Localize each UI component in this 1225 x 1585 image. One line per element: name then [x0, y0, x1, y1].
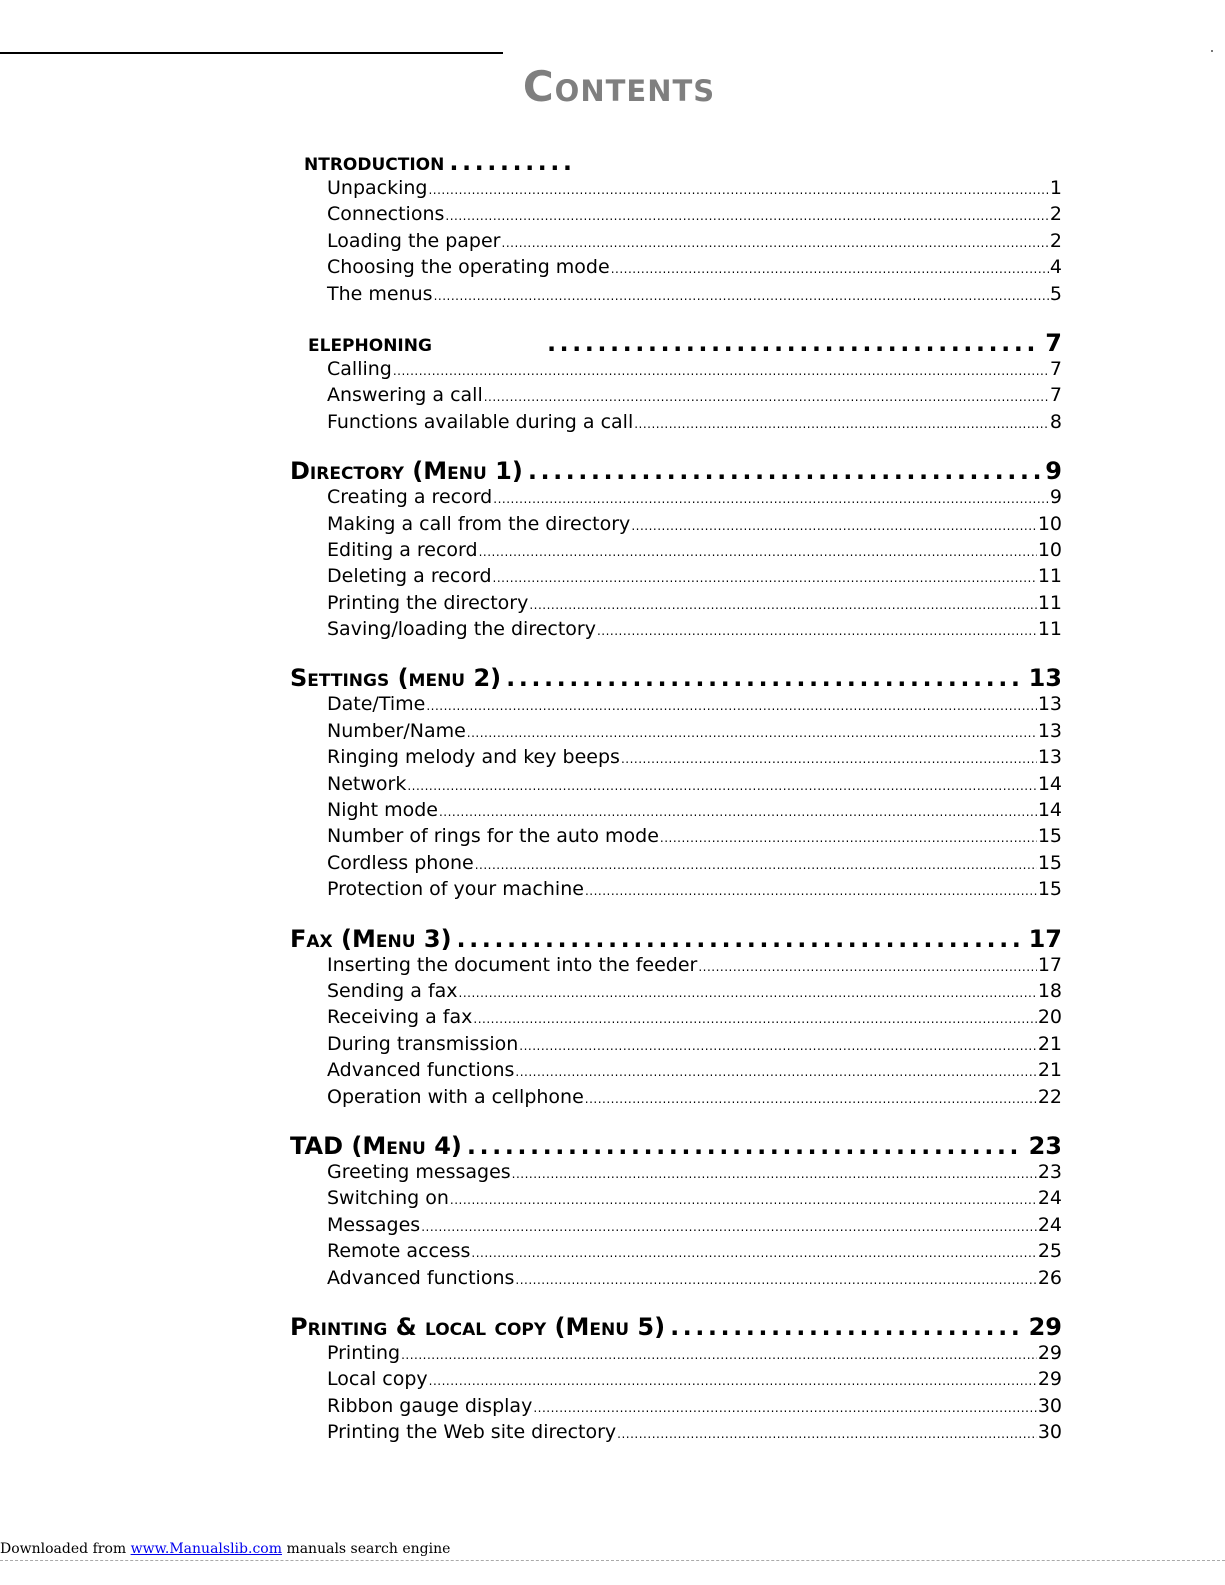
section-page-number: 7	[1045, 328, 1062, 357]
toc-section	[290, 1313, 1062, 1448]
entry-label: Ringing melody and key beeps	[327, 746, 620, 769]
dot-leader	[597, 624, 1037, 638]
toc-entry[interactable]	[327, 592, 1062, 618]
dot-leader	[449, 148, 574, 176]
toc-entry[interactable]	[327, 283, 1062, 309]
dot-leader	[479, 545, 1037, 559]
dot-leader	[439, 805, 1037, 819]
section-page-number: 23	[1028, 1131, 1062, 1160]
entry-page-number: 1	[1049, 177, 1062, 199]
top-rule	[0, 52, 503, 54]
entry-list	[327, 954, 1062, 1112]
entry-label: Cordless phone	[327, 851, 474, 874]
dot-leader	[506, 664, 1023, 692]
toc-section	[290, 925, 1062, 1132]
section-title: ntroduction	[304, 148, 445, 176]
entry-page-number: 17	[1037, 953, 1062, 976]
footer-prefix: Downloaded from	[0, 1541, 127, 1557]
section-heading[interactable]	[290, 664, 1062, 693]
toc-entry[interactable]	[327, 230, 1062, 256]
toc-entry[interactable]	[327, 693, 1062, 719]
entry-page-number: 7	[1049, 384, 1062, 407]
dot-leader	[585, 884, 1037, 898]
entry-label: Local copy	[327, 1368, 428, 1391]
dot-leader	[631, 519, 1037, 533]
entry-page-number: 23	[1037, 1160, 1062, 1183]
entry-label: Printing the directory	[327, 591, 529, 614]
entry-label: Ribbon gauge display	[327, 1394, 533, 1417]
entry-page-number: 15	[1037, 878, 1062, 901]
dot-leader	[519, 1039, 1037, 1053]
section-page-number: 17	[1028, 924, 1062, 953]
toc-entry[interactable]	[327, 177, 1062, 203]
entry-label: Number of rings for the auto mode	[327, 825, 659, 848]
toc-section	[290, 148, 1062, 329]
toc-entry[interactable]	[327, 799, 1062, 825]
dot-leader	[429, 1374, 1037, 1388]
dot-leader	[533, 1401, 1037, 1415]
section-spacer	[290, 437, 1062, 457]
entry-label: Switching on	[327, 1187, 449, 1210]
toc-entry[interactable]	[327, 1267, 1062, 1293]
toc-entry[interactable]	[327, 539, 1062, 565]
entry-list	[327, 1161, 1062, 1293]
entry-page-number: 10	[1037, 512, 1062, 535]
dot-leader	[493, 571, 1037, 585]
entry-page-number: 26	[1037, 1266, 1062, 1289]
entry-list	[327, 358, 1062, 437]
section-spacer	[290, 1112, 1062, 1132]
toc-entry[interactable]	[327, 411, 1062, 437]
dot-leader	[445, 209, 1049, 223]
dot-leader	[421, 1220, 1037, 1234]
entry-page-number: 20	[1037, 1006, 1062, 1029]
dot-leader	[450, 1193, 1037, 1207]
toc-section	[290, 1132, 1062, 1313]
entry-page-number: 11	[1037, 565, 1062, 588]
dot-leader	[401, 1348, 1037, 1362]
dot-leader	[611, 262, 1049, 276]
entry-label: Date/Time	[327, 693, 426, 716]
section-title: Settings (menu 2)	[290, 664, 502, 693]
entry-label: Sending a fax	[327, 979, 458, 1002]
entry-page-number: 24	[1037, 1187, 1062, 1210]
dot-leader	[428, 183, 1048, 197]
entry-page-number: 11	[1037, 618, 1062, 641]
entry-label: Advanced functions	[327, 1059, 515, 1082]
entry-label: Greeting messages	[327, 1160, 511, 1183]
entry-page-number: 2	[1049, 203, 1062, 226]
toc-entry[interactable]	[327, 1059, 1062, 1085]
entry-page-number: 24	[1037, 1213, 1062, 1236]
corner-mark	[1211, 50, 1213, 52]
dot-leader	[393, 364, 1049, 378]
entry-page-number: 10	[1037, 538, 1062, 561]
toc-entry[interactable]	[327, 384, 1062, 410]
entry-page-number: 15	[1037, 825, 1062, 848]
dot-leader	[407, 779, 1036, 793]
toc-section	[290, 457, 1062, 664]
entry-label: Connections	[327, 203, 445, 226]
entry-list	[327, 1342, 1062, 1448]
entry-page-number: 8	[1049, 410, 1062, 433]
dot-leader	[617, 1427, 1037, 1441]
entry-label: Network	[327, 772, 407, 795]
entry-page-number: 13	[1037, 746, 1062, 769]
entry-label: Printing	[327, 1341, 401, 1364]
entry-page-number: 29	[1037, 1368, 1062, 1391]
section-spacer	[290, 644, 1062, 664]
toc-section	[290, 664, 1062, 924]
section-title: Directory (Menu 1)	[290, 457, 523, 486]
entry-label: Inserting the document into the feeder	[327, 953, 698, 976]
section-title: Fax (Menu 3)	[290, 924, 452, 953]
dot-leader	[502, 236, 1049, 250]
toc-entry[interactable]	[327, 565, 1062, 591]
entry-label: Printing the Web site directory	[327, 1421, 617, 1444]
toc-entry[interactable]	[327, 1187, 1062, 1213]
entry-list	[327, 177, 1062, 309]
section-heading[interactable]	[304, 148, 1062, 177]
entry-page-number: 25	[1037, 1240, 1062, 1263]
section-spacer	[290, 905, 1062, 925]
entry-label: Advanced functions	[327, 1266, 515, 1289]
footer-suffix: manuals search engine	[286, 1541, 451, 1557]
dot-leader	[467, 1132, 1024, 1160]
entry-page-number: 15	[1037, 851, 1062, 874]
entry-label: Deleting a record	[327, 565, 492, 588]
entry-page-number: 4	[1049, 256, 1062, 279]
toc-entry[interactable]	[327, 486, 1062, 512]
entry-label: Choosing the operating mode	[327, 256, 610, 279]
section-page-number: 13	[1028, 664, 1062, 693]
entry-page-number: 21	[1037, 1032, 1062, 1055]
entry-label: Operation with a cellphone	[327, 1085, 584, 1108]
toc-entry[interactable]	[327, 358, 1062, 384]
toc-entry[interactable]	[327, 1214, 1062, 1240]
dot-leader	[698, 960, 1036, 974]
dot-leader	[585, 1092, 1037, 1106]
toc-entry[interactable]	[327, 878, 1062, 904]
toc-entry[interactable]	[327, 256, 1062, 282]
toc-entry[interactable]	[327, 852, 1062, 878]
entry-label: Remote access	[327, 1240, 471, 1263]
dot-leader	[528, 457, 1040, 485]
entry-label: Receiving a fax	[327, 1006, 473, 1029]
toc-entry[interactable]	[327, 513, 1062, 539]
toc-section	[290, 329, 1062, 457]
entry-label: Loading the paper	[327, 229, 501, 252]
dot-leader	[426, 699, 1037, 713]
toc-entry[interactable]	[327, 825, 1062, 851]
toc-entry[interactable]	[327, 746, 1062, 772]
entry-page-number: 7	[1049, 357, 1062, 380]
section-title: elephoning	[308, 328, 432, 357]
entry-page-number: 14	[1037, 772, 1062, 795]
section-title: Printing & local copy (Menu 5)	[290, 1312, 666, 1341]
entry-label: Functions available during a call	[327, 410, 634, 433]
table-of-contents	[290, 148, 1062, 1447]
toc-entry[interactable]	[327, 773, 1062, 799]
dot-leader	[471, 1246, 1036, 1260]
footer	[0, 1541, 1225, 1557]
dot-leader	[634, 417, 1049, 431]
entry-label: During transmission	[327, 1032, 519, 1055]
entry-label: Answering a call	[327, 384, 483, 407]
entry-page-number: 29	[1037, 1341, 1062, 1364]
toc-entry[interactable]	[327, 1342, 1062, 1368]
toc-entry[interactable]	[327, 1033, 1062, 1059]
entry-label: Creating a record	[327, 486, 493, 509]
entry-page-number: 14	[1037, 799, 1062, 822]
section-heading[interactable]	[308, 329, 1062, 358]
section-heading[interactable]	[290, 925, 1062, 954]
entry-page-number: 13	[1037, 719, 1062, 742]
dot-leader	[457, 925, 1024, 953]
entry-label: Number/Name	[327, 719, 466, 742]
footer-divider	[0, 1560, 1225, 1561]
entry-label: Protection of your machine	[327, 878, 584, 901]
entry-list	[327, 486, 1062, 644]
dot-leader	[512, 1167, 1037, 1181]
dot-leader	[670, 1313, 1024, 1341]
dot-leader	[515, 1273, 1036, 1287]
dot-leader	[621, 752, 1037, 766]
section-heading[interactable]	[290, 1132, 1062, 1161]
footer-link[interactable]: www.Manualslib.com	[130, 1541, 282, 1557]
entry-label: Editing a record	[327, 538, 478, 561]
entry-list	[327, 693, 1062, 904]
dot-leader	[529, 598, 1036, 612]
entry-label: Messages	[327, 1213, 421, 1236]
dot-leader	[484, 390, 1049, 404]
toc-entry[interactable]	[327, 1240, 1062, 1266]
section-heading[interactable]	[290, 457, 1062, 486]
section-spacer	[290, 1293, 1062, 1313]
toc-entry[interactable]	[327, 954, 1062, 980]
entry-label: The menus	[327, 282, 433, 305]
page-title: Contents	[522, 62, 716, 111]
toc-entry[interactable]	[327, 1161, 1062, 1187]
toc-entry[interactable]	[327, 980, 1062, 1006]
entry-page-number: 9	[1049, 486, 1062, 509]
section-title: TAD (Menu 4)	[290, 1131, 462, 1160]
dot-leader	[515, 1065, 1036, 1079]
entry-page-number: 30	[1037, 1394, 1062, 1417]
section-page-number: 29	[1028, 1312, 1062, 1341]
dot-leader	[660, 831, 1037, 845]
dot-leader	[547, 329, 1040, 357]
toc-entry[interactable]	[327, 720, 1062, 746]
dot-leader	[493, 492, 1049, 506]
dot-leader	[467, 726, 1037, 740]
toc-entry[interactable]	[327, 1006, 1062, 1032]
entry-label: Making a call from the directory	[327, 512, 631, 535]
dot-leader	[434, 289, 1049, 303]
entry-page-number: 30	[1037, 1421, 1062, 1444]
section-spacer	[290, 309, 1062, 329]
entry-label: Night mode	[327, 799, 438, 822]
entry-label: Calling	[327, 357, 392, 380]
entry-page-number: 2	[1049, 229, 1062, 252]
dot-leader	[459, 986, 1037, 1000]
entry-page-number: 21	[1037, 1059, 1062, 1082]
toc-entry[interactable]	[327, 1395, 1062, 1421]
dot-leader	[473, 1012, 1036, 1026]
toc-entry[interactable]	[327, 1368, 1062, 1394]
section-heading[interactable]	[290, 1313, 1062, 1342]
toc-entry[interactable]	[327, 618, 1062, 644]
entry-page-number: 13	[1037, 693, 1062, 716]
entry-page-number: 11	[1037, 591, 1062, 614]
entry-page-number: 5	[1049, 282, 1062, 305]
toc-entry[interactable]	[327, 203, 1062, 229]
entry-page-number: 18	[1037, 979, 1062, 1002]
toc-entry[interactable]	[327, 1421, 1062, 1447]
entry-label: Unpacking	[327, 177, 428, 199]
toc-entry[interactable]	[327, 1086, 1062, 1112]
entry-label: Saving/loading the directory	[327, 618, 596, 641]
dot-leader	[475, 858, 1037, 872]
section-page-number: 9	[1045, 457, 1062, 486]
entry-page-number: 22	[1037, 1085, 1062, 1108]
